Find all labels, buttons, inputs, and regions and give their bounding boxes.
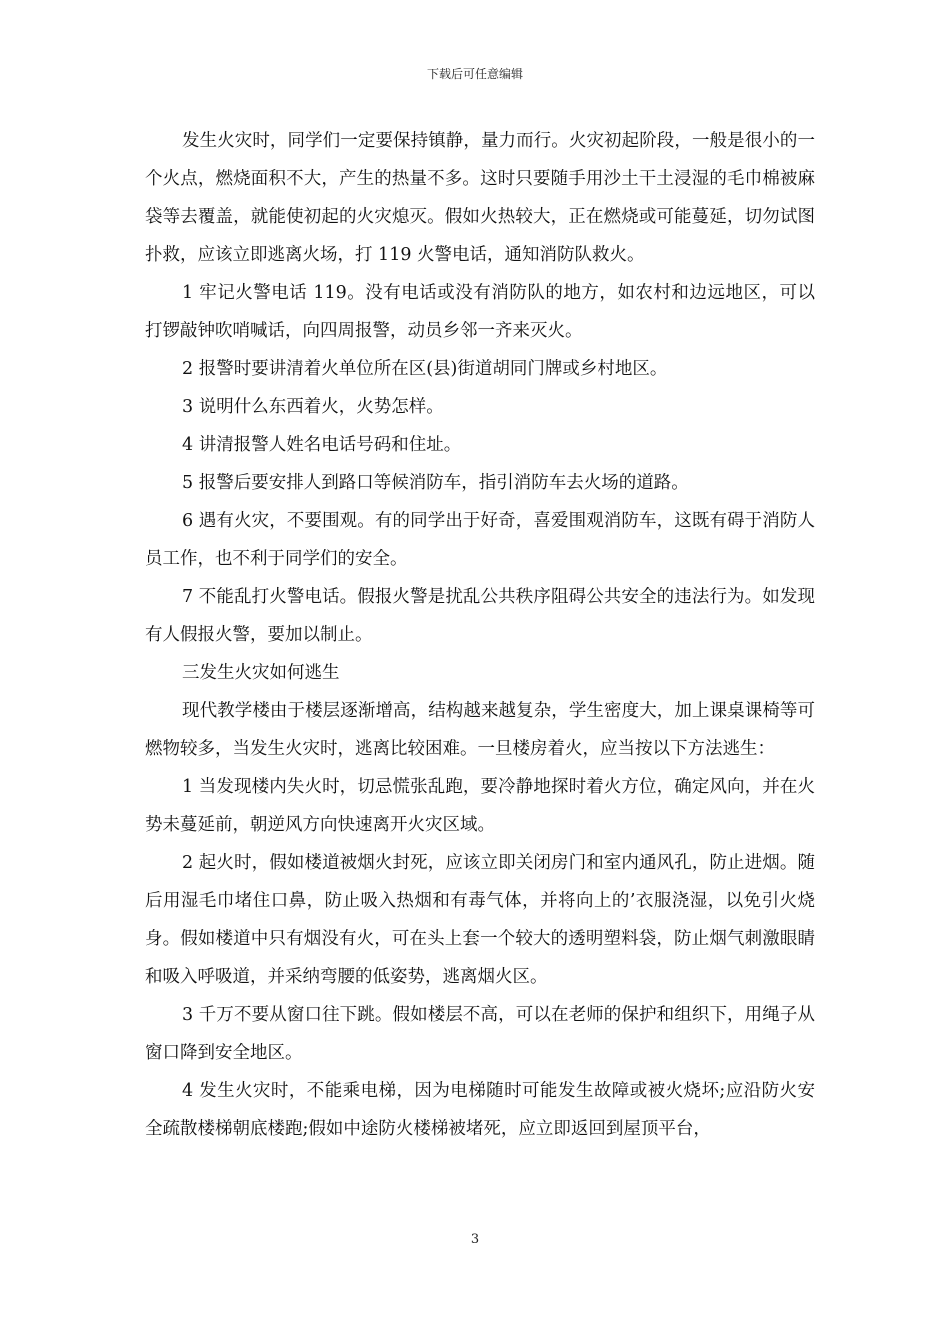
paragraph-step-3: 3 说明什么东西着火，火势怎样。 bbox=[182, 397, 444, 417]
page-number: 3 bbox=[470, 1232, 480, 1247]
paragraph-step-5: 5 报警后要安排人到路口等候消防车，指引消防车去火场的道路。 bbox=[182, 473, 689, 493]
paragraph-escape-3: 3 千万不要从窗口往下跳。假如楼层不高，可以在老师的保护和组织下，用绳子从窗口降到安全地区。 bbox=[145, 1005, 815, 1063]
paragraph-step-2: 2 报警时要讲清着火单位所在区(县)街道胡同门牌或乡村地区。 bbox=[182, 359, 668, 379]
paragraph-escape-intro: 现代教学楼由于楼层逐渐增高，结构越来越复杂，学生密度大，加上课桌课椅等可燃物较多，当发生火灾时，逃离比较困难。一旦楼房着火，应当按以下方法逃生： bbox=[145, 701, 815, 759]
paragraph-step-7: 7 不能乱打火警电话。假报火警是扰乱公共秩序阻碍公共安全的违法行为。如发现有人假报火警，要加以制止。 bbox=[145, 587, 815, 645]
paragraph-escape-4: 4 发生火灾时，不能乘电梯，因为电梯随时可能发生故障或被火烧坏;应沿防火安全疏散楼梯朝底楼跑;假如中途防火楼梯被堵死，应立即返回到屋顶平台， bbox=[145, 1081, 815, 1139]
paragraph-step-6: 6 遇有火灾，不要围观。有的同学出于好奇，喜爱围观消防车，这既有碍于消防人员工作，也不利于同学们的安全。 bbox=[145, 511, 815, 569]
document-body bbox=[145, 122, 815, 1148]
paragraph-fire-response: 发生火灾时，同学们一定要保持镇静，量力而行。火灾初起阶段，一般是很小的一个火点，燃烧面积不大，产生的热量不多。这时只要随手用沙土干土浸湿的毛巾棉被麻袋等去覆盖，就能使初起的火灾熄灭。假如火热较大，正在燃烧或可能蔓延，切勿试图扑救，应该立即逃离火场，打 119 火警电话，通知消防队救火。 bbox=[145, 131, 815, 265]
page-header: 下载后可任意编辑 bbox=[426, 67, 523, 81]
paragraph-escape-2: 2 起火时，假如楼道被烟火封死，应该立即关闭房门和室内通风孔，防止进烟。随后用湿毛巾堵住口鼻，防止吸入热烟和有毒气体，并将向上的’衣服浇湿，以免引火烧身。假如楼道中只有烟没有火，可在头上套一个较大的透明塑料袋，防止烟气刺激眼睛和吸入呼吸道，并采纳弯腰的低姿势，逃离烟火区。 bbox=[145, 853, 815, 987]
paragraph-step-4: 4 讲清报警人姓名电话号码和住址。 bbox=[182, 435, 462, 455]
paragraph-step-1: 1 牢记火警电话 119。没有电话或没有消防队的地方，如农村和边远地区，可以打锣敲钟吹哨喊话，向四周报警，动员乡邻一齐来灭火。 bbox=[145, 283, 815, 341]
paragraph-escape-1: 1 当发现楼内失火时，切忌慌张乱跑，要冷静地探时着火方位，确定风向，并在火势未蔓延前，朝逆风方向快速离开火灾区域。 bbox=[145, 777, 815, 835]
section-heading-escape: 三发生火灾如何逃生 bbox=[182, 663, 340, 683]
